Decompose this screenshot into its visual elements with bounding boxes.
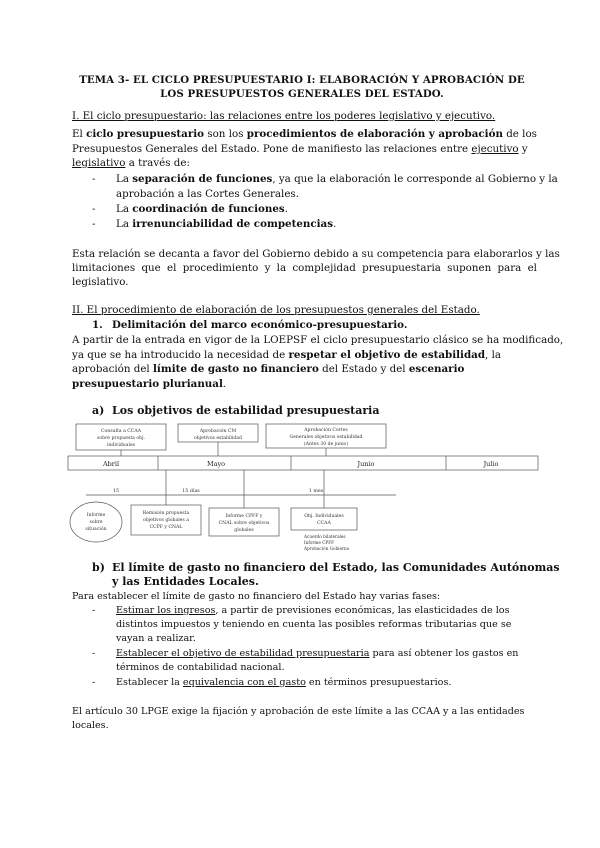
text: La	[116, 173, 133, 185]
term-procedimientos: procedimientos de elaboración y aprobación	[246, 128, 503, 140]
text: aprobación del	[72, 363, 153, 375]
bold-text: separación de funciones	[132, 173, 273, 185]
section-1-paragraph-line-3	[72, 157, 190, 169]
text: , la	[485, 349, 502, 361]
month-julio: Julio	[483, 460, 499, 468]
bold-text: presupuestario plurianual	[72, 378, 223, 390]
text: , ya que la elaboración le corresponde al Gobierno y la	[272, 173, 558, 185]
bullet-dash: -	[92, 648, 96, 659]
b2-line2: CNAL sobre objetivos	[218, 521, 270, 526]
b1-line2: objetivos globales a	[143, 518, 189, 523]
bullet-dash: -	[92, 218, 96, 230]
text: .	[284, 203, 288, 215]
subsection-1-title: Delimitación del marco económico-presupuestario.	[112, 319, 408, 331]
section-1-p2-line-2: limitaciones que el procedimiento y la complejidad presupuestaria suponen para el	[72, 262, 537, 274]
text: , a partir de previsiones económicas, las elasticidades de los	[215, 605, 510, 616]
subsection-b-title-line-2: y las Entidades Locales.	[112, 575, 259, 588]
underlined-text: equivalencia con el gasto	[182, 677, 306, 688]
duration-1: 15	[112, 489, 120, 494]
bullet-1	[116, 173, 558, 185]
top3-line2: Generales objetivos estabilidad	[289, 435, 363, 440]
underlined-text: Establecer el objetivo de estabilidad presupuestaria	[116, 648, 370, 659]
phase-2-line-2: términos de contabilidad nacional.	[116, 662, 285, 673]
bullet-2	[116, 203, 288, 215]
bold-text: escenario	[408, 363, 465, 375]
section-1-p2-line-1: Esta relación se decanta a favor del Gobierno debido a su competencia para elaborarlos y las	[72, 248, 560, 260]
section-1-heading: I. El ciclo presupuestario: las relaciones entre los poderes legislativo y ejecutivo.	[72, 110, 496, 122]
duration-3: 1 mes	[308, 489, 324, 494]
phase-3-line-1	[116, 677, 451, 688]
top1-line2: sobre propuesta obj.	[97, 436, 145, 441]
section-1-p2-line-3: legislativo.	[72, 276, 129, 288]
section-3-intro: Para establecer el límite de gasto no financiero del Estado hay varias fases:	[72, 591, 441, 602]
duration-2: 15 días	[182, 489, 200, 494]
bold-text: límite de gasto no financiero	[153, 363, 319, 375]
section-2-p-line-4	[72, 378, 226, 390]
bullet-dash: -	[92, 173, 96, 185]
subsection-a-title: Los objetivos de estabilidad presupuestaria	[112, 404, 380, 417]
section-2-heading: II. El procedimiento de elaboración de los presupuestos generales del Estado.	[72, 304, 480, 316]
text: del Estado y del	[318, 363, 409, 375]
left-line3: situación	[85, 527, 107, 532]
text: en términos presupuestarios.	[305, 677, 452, 688]
bold-text: coordinación de funciones	[132, 203, 285, 215]
section-2-p-line-3	[72, 363, 464, 375]
term-legislativo: legislativo	[72, 157, 126, 169]
text: y	[518, 143, 528, 155]
subsection-1-number: 1.	[92, 319, 103, 331]
month-abril: Abril	[102, 460, 120, 468]
phase-1-line-3: vayan a realizar.	[116, 633, 196, 644]
term-ejecutivo: ejecutivo	[471, 143, 519, 155]
timeline-diagram	[66, 420, 566, 555]
b1-line3: CCPF y CNAL	[149, 525, 183, 530]
bullet-1-continuation: aprobación a las Cortes Generales.	[116, 188, 299, 200]
month-row	[68, 456, 538, 470]
phase-2-line-1	[116, 648, 518, 659]
top1-line3: individuales	[106, 443, 136, 448]
month-mayo: Mayo	[206, 460, 226, 468]
title-line-1: TEMA 3- EL CICLO PRESUPUESTARIO I: ELABORACIÓN Y APROBACIÓN DE	[79, 74, 525, 86]
text: La	[116, 203, 133, 215]
text: Establecer la	[116, 677, 183, 688]
text: a través de:	[125, 157, 190, 169]
month-junio: Junio	[357, 460, 375, 468]
text: de los	[502, 128, 537, 140]
text: .	[333, 218, 337, 230]
legend-1: Acuerdo bilaterales	[304, 534, 346, 539]
section-2-p-line-1: A partir de la entrada en vigor de la LOEPSF el ciclo presupuestario clásico se ha modificado,	[72, 334, 564, 346]
text: Presupuestos Generales del Estado. Pone de manifiesto las relaciones entre	[72, 143, 472, 155]
text: para así obtener los gastos en	[369, 648, 519, 659]
legend-2: Informe CPFF	[304, 540, 335, 545]
text: son los	[204, 128, 247, 140]
bold-text: irrenunciabilidad de competencias	[132, 218, 334, 230]
text: El	[72, 128, 87, 140]
b2-line3: globales	[234, 528, 254, 533]
b1-line1: Remisión propuesta	[142, 511, 190, 516]
subsection-b-title-line-1: El límite de gasto no financiero del Estado, las Comunidades Autónomas	[112, 561, 560, 574]
legend-3: Aprobación Gobierno	[304, 546, 350, 551]
top2-line1: Aprobación CM	[199, 429, 237, 434]
top2-line2: objetivos estabilidad	[194, 436, 242, 441]
page-title	[72, 73, 532, 101]
closing-line-1: El artículo 30 LPGE exige la fijación y aprobación de este límite a las CCAA y a las entidades	[72, 706, 525, 717]
top1-line1: Consulta a CCAA	[101, 429, 141, 434]
left-line1: Informe	[86, 513, 106, 518]
underlined-text: Estimar los ingresos	[116, 605, 216, 616]
term-ciclo: ciclo presupuestario	[86, 128, 205, 140]
b2-line1: Informe CPFF y	[225, 514, 263, 519]
phase-1-line-1	[116, 605, 510, 616]
b3-line2: CCAA	[317, 521, 331, 526]
text: .	[222, 378, 227, 390]
bullet-dash: -	[92, 203, 96, 215]
bullet-dash: -	[92, 677, 96, 688]
bullet-dash: -	[92, 605, 96, 616]
text: La	[116, 218, 133, 230]
closing-line-2: locales.	[72, 720, 109, 731]
bullet-3	[116, 218, 336, 230]
subsection-a-label: a)	[92, 404, 105, 417]
b3-line1: Obj. Individuales	[304, 514, 344, 519]
section-2-p-line-2	[72, 349, 501, 361]
left-line2: sobre	[89, 520, 103, 525]
section-1-paragraph-line-2	[72, 143, 528, 155]
top3-line3: (Antes 30 de junio)	[303, 442, 349, 447]
top3-line1: Aprobación Cortes	[304, 428, 348, 433]
phase-1-line-2: distintos impuestos y teniendo en cuenta las posibles reformas tributarias que se	[116, 619, 512, 630]
text: ya que se ha introducido la necesidad de	[72, 349, 289, 361]
subsection-b-label: b)	[92, 561, 105, 574]
bottom-box-3	[291, 508, 357, 530]
bold-text: respetar el objetivo de estabilidad	[288, 349, 486, 361]
title-line-2: LOS PRESUPUESTOS GENERALES DEL ESTADO.	[160, 88, 444, 100]
section-1-paragraph-line-1	[72, 128, 537, 140]
